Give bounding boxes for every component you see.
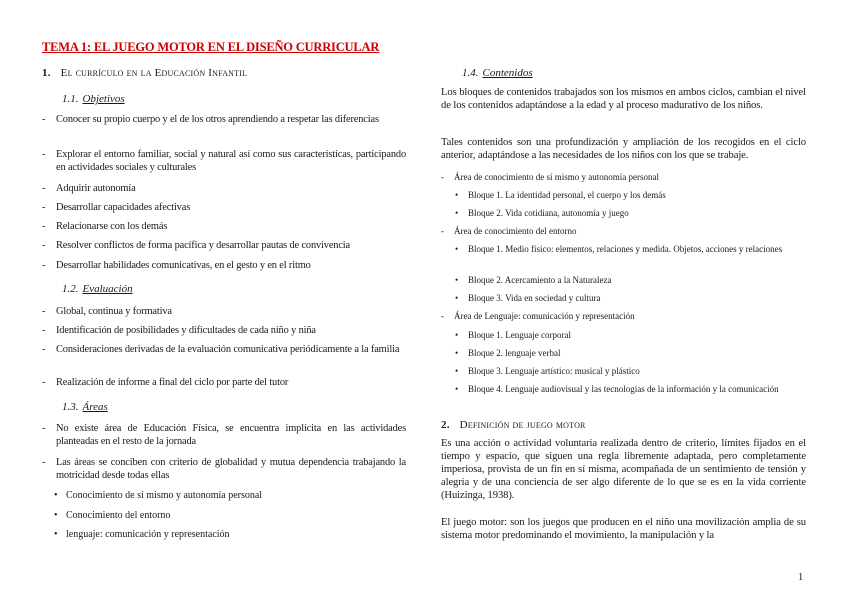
- section-1-number: 1.: [42, 67, 51, 79]
- subsection-label: Contenidos: [482, 67, 533, 79]
- subsection-number: 1.3.: [62, 401, 79, 413]
- bullet-item: • Bloque 2. Vida cotidiana, autonomía y juego: [455, 208, 629, 218]
- area-group-title: - Área de conocimiento de sí mismo y autonomía personal: [441, 172, 659, 182]
- list-item: - Explorar el entorno familiar, social y natural así como sus características, participando en actividades sociales y culturales: [42, 149, 406, 173]
- subsection-number: 1.1.: [62, 93, 79, 105]
- bullet-item: • Bloque 1. Medio físico: elementos, relaciones y medida. Objetos, acciones y relaciones: [455, 244, 783, 254]
- bullet-item: • Bloque 1. La identidad personal, el cuerpo y los demás: [455, 190, 666, 200]
- document-title: TEMA 1: EL JUEGO MOTOR EN EL DISEÑO CURRICULAR: [42, 40, 380, 54]
- bullet-item: • lenguaje: comunicación y representación: [54, 529, 230, 540]
- bullet-item: • Bloque 2. Acercamiento a la Naturaleza: [455, 275, 612, 285]
- list-item: - Desarrollar capacidades afectivas: [42, 202, 191, 213]
- subsection-number: 1.2.: [62, 283, 79, 295]
- bullet-item: • Bloque 1. Lenguaje corporal: [455, 330, 571, 340]
- list-item: - Global, continua y formativa: [42, 306, 172, 317]
- list-item: - No existe área de Educación Física, se encuentra implícita en las actividades planteadas en el resto de la jornada: [42, 423, 406, 447]
- section-2-heading: [441, 419, 586, 431]
- section-2-number: 2.: [441, 419, 450, 431]
- list-item: - Las áreas se conciben con criterio de globalidad y mutua dependencia trabajando la motricidad desde todas ellas: [42, 457, 406, 481]
- contenidos-paragraph-2: Tales contenidos son una profundización y ampliación de los recogidos en el ciclo anterior, adaptándose a las necesidades de los niños con los que se trabaje.: [441, 137, 806, 161]
- subsection-contenidos-heading: [462, 67, 533, 79]
- area-group-title: - Área de Lenguaje: comunicación y representación: [441, 311, 635, 321]
- subsection-label: Objetivos: [82, 93, 125, 105]
- list-item: - Realización de informe a final del ciclo por parte del tutor: [42, 377, 289, 388]
- subsection-number: 1.4.: [462, 67, 479, 79]
- bullet-item: • Conocimiento de sí mismo y autonomía personal: [54, 490, 263, 501]
- subsection-label: Áreas: [82, 401, 108, 413]
- list-item: - Desarrollar habilidades comunicativas, en el gesto y en el ritmo: [42, 260, 311, 271]
- list-item: - Adquirir autonomía: [42, 183, 136, 194]
- list-item: - Resolver conflictos de forma pacífica y desarrollar pautas de convivencia: [42, 240, 351, 251]
- contenidos-paragraph-1: Los bloques de contenidos trabajados son los mismos en ambos ciclos, cambian el nivel de los contenidos adaptándose a la edad y al proceso madurativo de los niños.: [441, 87, 806, 111]
- subsection-areas-heading: [62, 401, 108, 413]
- bullet-item: • Bloque 3. Lenguaje artístico: musical y plástico: [455, 366, 640, 376]
- page-number: 1: [798, 572, 804, 583]
- bullet-item: • Conocimiento del entorno: [54, 510, 171, 521]
- section-1-title: El currículo en la Educación Infantil: [60, 67, 248, 79]
- subsection-evaluacion-heading: [62, 283, 133, 295]
- subsection-objetivos-heading: [62, 93, 125, 105]
- bullet-item: • Bloque 2. lenguaje verbal: [455, 348, 561, 358]
- juego-motor-paragraph: El juego motor: son los juegos que producen en el niño una movilización amplia de su sistema motor predominando el movimiento, la manipulación y la: [441, 517, 806, 541]
- section-2-title: Definición de juego motor: [459, 419, 586, 431]
- area-group-title: - Área de conocimiento del entorno: [441, 226, 577, 236]
- bullet-item: • Bloque 3. Vida en sociedad y cultura: [455, 293, 601, 303]
- section-1-heading: [42, 67, 247, 79]
- list-item: - Identificación de posibilidades y dificultades de cada niño y niña: [42, 325, 316, 336]
- definition-paragraph: Es una acción o actividad voluntaria realizada dentro de criterio, límites fijados en el tiempo y espacio, que siguen una regla libremente adaptada, pero completamente imperiosa, provista de un fin en sí misma, acompañada de un sentimiento de tensión y alegría y de una conciencia de ser algo diferente de lo que se es en la vida corriente (Huizinga, 1938).: [441, 438, 806, 501]
- list-item: - Relacionarse con los demás: [42, 221, 168, 232]
- bullet-item: • Bloque 4. Lenguaje audiovisual y las tecnologías de la información y la comunicación: [455, 384, 779, 394]
- list-item: - Conocer su propio cuerpo y el de los otros aprendiendo a respetar las diferencias: [42, 114, 379, 125]
- list-item: - Consideraciones derivadas de la evaluación comunicativa periódicamente a la familia: [42, 344, 400, 355]
- subsection-label: Evaluación: [82, 283, 133, 295]
